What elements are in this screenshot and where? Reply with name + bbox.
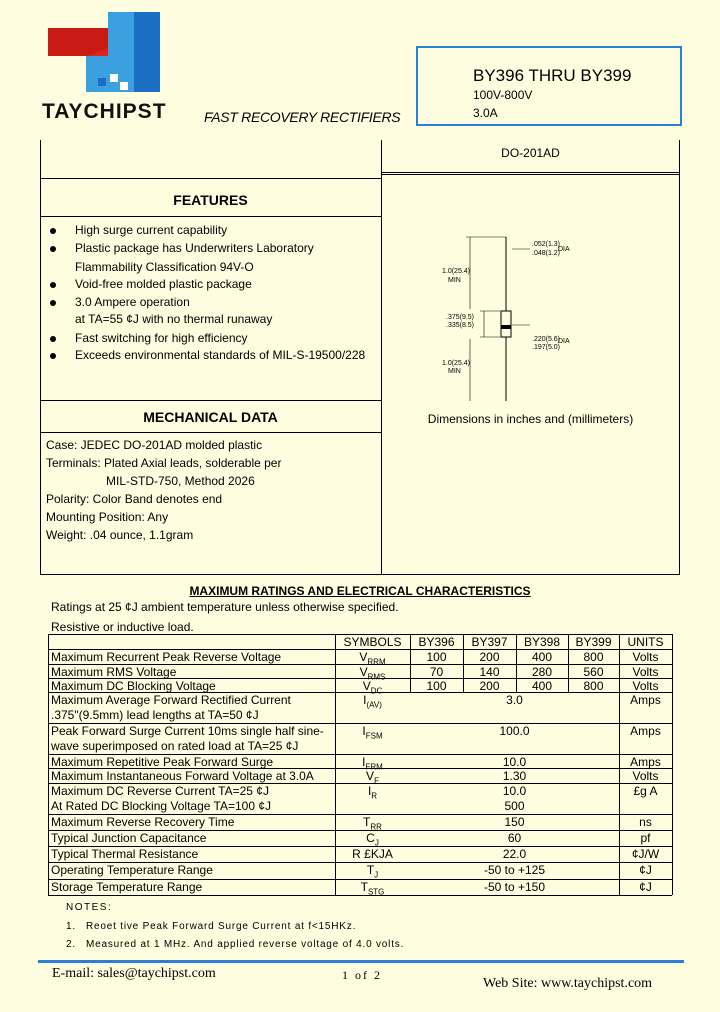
feature-item: Flammability Classification 94V-O — [75, 260, 254, 274]
value-cell: 150 — [504, 815, 525, 829]
parameter-label: Maximum Recurrent Peak Reverse Voltage — [51, 650, 282, 664]
parameter-label-2: .375"(9.5mm) lead lengths at TA=50 ¢J — [51, 708, 259, 722]
value-cell: 22.0 — [502, 847, 527, 861]
symbol: I — [362, 755, 366, 769]
symbol: I — [367, 784, 372, 798]
symbol-subscript: DC — [370, 686, 383, 696]
features-heading-line — [40, 216, 381, 217]
dim-label: 1.0(25.4) — [442, 268, 471, 275]
symbol-subscript: FSM — [365, 731, 383, 741]
value-cell: 100 — [426, 650, 447, 664]
right-border — [679, 140, 680, 574]
value-cell: -50 to +125 — [483, 863, 546, 877]
symbol-subscript: RRM — [367, 657, 386, 667]
ratings-note: Resistive or inductive load. — [51, 620, 194, 634]
features-heading: FEATURES — [173, 192, 248, 208]
feature-item: at TA=55 ¢J with no thermal runaway — [75, 312, 273, 326]
value-cell: 10.0 — [502, 755, 527, 769]
logo-pixel-1 — [98, 78, 106, 86]
brand-tagline: FAST RECOVERY RECTIFIERS — [204, 109, 401, 125]
value-cell: 400 — [531, 650, 553, 664]
symbol: V — [359, 650, 368, 664]
table-header-cell: UNITS — [627, 635, 664, 649]
value-cell-2: 500 — [504, 799, 525, 813]
footer-email: E-mail: sales@taychipst.com — [52, 966, 216, 981]
bullet-icon — [50, 336, 56, 342]
symbol: R £KJA — [352, 847, 393, 861]
value-cell: 200 — [479, 679, 500, 693]
bullet-icon — [50, 228, 56, 234]
diode-body — [501, 311, 511, 337]
symbol: V — [359, 665, 368, 679]
page-number: 1 of 2 — [342, 968, 382, 982]
dimension-caption: Dimensions in inches and (millimeters) — [427, 412, 634, 426]
value-cell: 60 — [507, 831, 522, 845]
ratings-note: Ratings at 25 ¢J ambient temperature unless otherwise specified. — [51, 600, 399, 614]
symbol-cell — [335, 724, 410, 740]
value-cell: 10.0 — [502, 784, 527, 798]
dim-label: .197(5.0) — [532, 344, 561, 351]
dim-label: .335(8.5) — [446, 322, 475, 329]
unit-cell: pf — [640, 831, 651, 845]
symbol: I — [363, 693, 367, 707]
feature-item: Void-free molded plastic package — [75, 277, 252, 291]
unit-cell: Volts — [632, 650, 659, 664]
unit-cell: ¢J — [639, 863, 652, 877]
note-text: Measured at 1 MHz. And applied reverse voltage of 4.0 volts. — [86, 939, 405, 950]
symbol: T — [366, 863, 375, 877]
package-divider — [382, 172, 679, 175]
symbol-subscript: F — [374, 776, 379, 786]
unit-cell: Amps — [630, 693, 661, 707]
features-top-line — [40, 178, 381, 179]
mech-item: Terminals: Plated Axial leads, solderable per — [46, 456, 282, 470]
unit-cell: Amps — [630, 724, 661, 738]
parameter-label: Maximum DC Reverse Current TA=25 ¢J — [51, 784, 269, 798]
symbol: V — [366, 769, 375, 783]
parameter-label: Peak Forward Surge Current 10ms single half sine- — [51, 724, 324, 738]
value-cell: -50 to +150 — [483, 880, 546, 894]
feature-item: High surge current capability — [75, 223, 228, 237]
parameter-label: Maximum Reverse Recovery Time — [51, 815, 235, 829]
dim-label: DIA — [558, 246, 570, 253]
symbol: T — [363, 815, 371, 829]
symbol-cell — [335, 847, 410, 861]
symbol-cell — [335, 815, 410, 831]
parameter-label: Storage Temperature Range — [51, 880, 203, 894]
parameter-label: Typical Thermal Resistance — [51, 847, 199, 861]
unit-cell: Amps — [630, 755, 661, 769]
dim-label: .220(5.6) — [532, 336, 561, 343]
unit-cell: ¢J — [639, 880, 652, 894]
dim-label: .052(1.3) — [532, 241, 561, 248]
mech-heading-line — [40, 432, 381, 433]
bullet-icon — [50, 300, 56, 306]
mechanical-heading: MECHANICAL DATA — [143, 409, 278, 425]
dim-label: .048(1.2) — [532, 250, 561, 257]
part-title: BY396 THRU BY399 — [473, 66, 632, 85]
table-header-cell: BY399 — [575, 635, 612, 649]
unit-cell: ¢J/W — [631, 847, 660, 861]
value-cell: 3.0 — [506, 693, 523, 707]
symbol-cell — [335, 831, 410, 847]
parameter-label: Operating Temperature Range — [51, 863, 213, 877]
logo-pixel-2 — [110, 74, 118, 82]
symbol: C — [366, 831, 375, 845]
panel-bottom-line — [40, 574, 680, 575]
unit-cell: Volts — [632, 769, 659, 783]
symbol-subscript: STG — [367, 887, 385, 897]
feature-item: Exceeds environmental standards of MIL-S-19500/228 — [75, 348, 366, 362]
feature-item: 3.0 Ampere operation — [75, 295, 190, 309]
unit-cell: £g A — [633, 784, 658, 798]
bullet-icon — [50, 282, 56, 288]
symbol-cell — [335, 650, 410, 666]
note-number: 1. — [66, 921, 76, 932]
dim-label: DIA — [558, 338, 570, 345]
dim-label: MIN — [448, 277, 461, 284]
value-cell: 400 — [531, 679, 553, 693]
mech-top-line — [40, 400, 381, 401]
logo-pixel-3 — [120, 82, 128, 90]
mech-item: Weight: .04 ounce, 1.1gram — [46, 528, 194, 542]
table-header-cell: BY397 — [471, 635, 508, 649]
unit-cell: Volts — [632, 679, 659, 693]
mech-item: Polarity: Color Band denotes end — [46, 492, 223, 506]
note-number: 2. — [66, 939, 76, 950]
symbol-subscript: J — [374, 870, 379, 880]
unit-cell: ns — [639, 815, 652, 829]
value-cell: 200 — [479, 650, 500, 664]
value-cell: 70 — [429, 665, 444, 679]
bullet-icon — [50, 353, 56, 359]
mech-item: MIL-STD-750, Method 2026 — [106, 474, 255, 488]
symbol-cell — [335, 769, 410, 785]
dim-label: .375(9.5) — [446, 314, 475, 321]
voltage-range: 100V-800V — [473, 88, 533, 102]
value-cell: 560 — [583, 665, 604, 679]
title-box — [416, 46, 682, 126]
parameter-label-2: wave superimposed on rated load at TA=25 ¢J — [51, 739, 299, 753]
symbol-cell — [335, 693, 410, 709]
parameter-label: Maximum DC Blocking Voltage — [51, 679, 216, 693]
symbol-cell — [335, 863, 410, 879]
parameter-label-2: At Rated DC Blocking Voltage TA=100 ¢J — [51, 799, 272, 813]
footer-website: Web Site: www.taychipst.com — [483, 976, 653, 991]
brand-name: TAYCHIPST — [42, 100, 167, 123]
mech-item: Mounting Position: Any — [46, 510, 169, 524]
symbol: T — [360, 880, 368, 894]
package-name: DO-201AD — [501, 146, 560, 160]
parameter-label: Maximum Average Forward Rectified Current — [51, 693, 291, 707]
mech-item: Case: JEDEC DO-201AD molded plastic — [46, 438, 263, 452]
symbol-cell — [335, 784, 410, 800]
note-text: Reoet tive Peak Forward Surge Current at f<15HKz. — [86, 921, 357, 932]
symbol-subscript: J — [374, 838, 379, 848]
bullet-icon — [50, 246, 56, 252]
symbol: V — [362, 679, 371, 693]
symbol-subscript: R — [371, 791, 378, 801]
table-col-line — [48, 634, 49, 895]
logo-stem — [86, 56, 108, 92]
parameter-label: Maximum Repetitive Peak Forward Surge — [51, 755, 274, 769]
dim-label: 1.0(25.4) — [442, 360, 471, 367]
unit-cell: Volts — [632, 665, 659, 679]
package-diagram — [440, 225, 620, 405]
symbol: I — [362, 724, 366, 738]
value-cell: 800 — [583, 679, 604, 693]
value-cell: 100.0 — [499, 724, 530, 738]
value-cell: 800 — [583, 650, 604, 664]
parameter-label: Maximum Instantaneous Forward Voltage at 3.0A — [51, 769, 314, 783]
notes-label: NOTES: — [66, 902, 113, 913]
polarity-band — [501, 325, 511, 329]
value-cell: 1.30 — [502, 769, 527, 783]
table-header-cell: BY396 — [418, 635, 455, 649]
table-header-cell: BY398 — [523, 635, 561, 649]
symbol-subscript: (AV) — [366, 700, 382, 710]
feature-item: Fast switching for high efficiency — [75, 331, 248, 345]
value-cell: 100 — [426, 679, 447, 693]
value-cell: 280 — [531, 665, 553, 679]
table-header-cell: SYMBOLS — [343, 635, 402, 649]
middle-border — [381, 140, 382, 574]
value-cell: 140 — [479, 665, 500, 679]
footer-line — [38, 960, 684, 963]
feature-item: Plastic package has Underwriters Laboratory — [75, 241, 314, 255]
current-rating: 3.0A — [473, 106, 498, 120]
symbol-cell — [335, 880, 410, 896]
dim-label: MIN — [448, 368, 461, 375]
parameter-label: Typical Junction Capacitance — [51, 831, 207, 845]
symbol-subscript: RMS — [367, 672, 386, 682]
symbol-subscript: RR — [370, 822, 382, 832]
parameter-label: Maximum RMS Voltage — [51, 665, 177, 679]
table-col-line — [672, 634, 673, 895]
symbol-subscript: FRM — [365, 762, 383, 772]
ratings-title: MAXIMUM RATINGS AND ELECTRICAL CHARACTERISTICS — [189, 584, 531, 598]
